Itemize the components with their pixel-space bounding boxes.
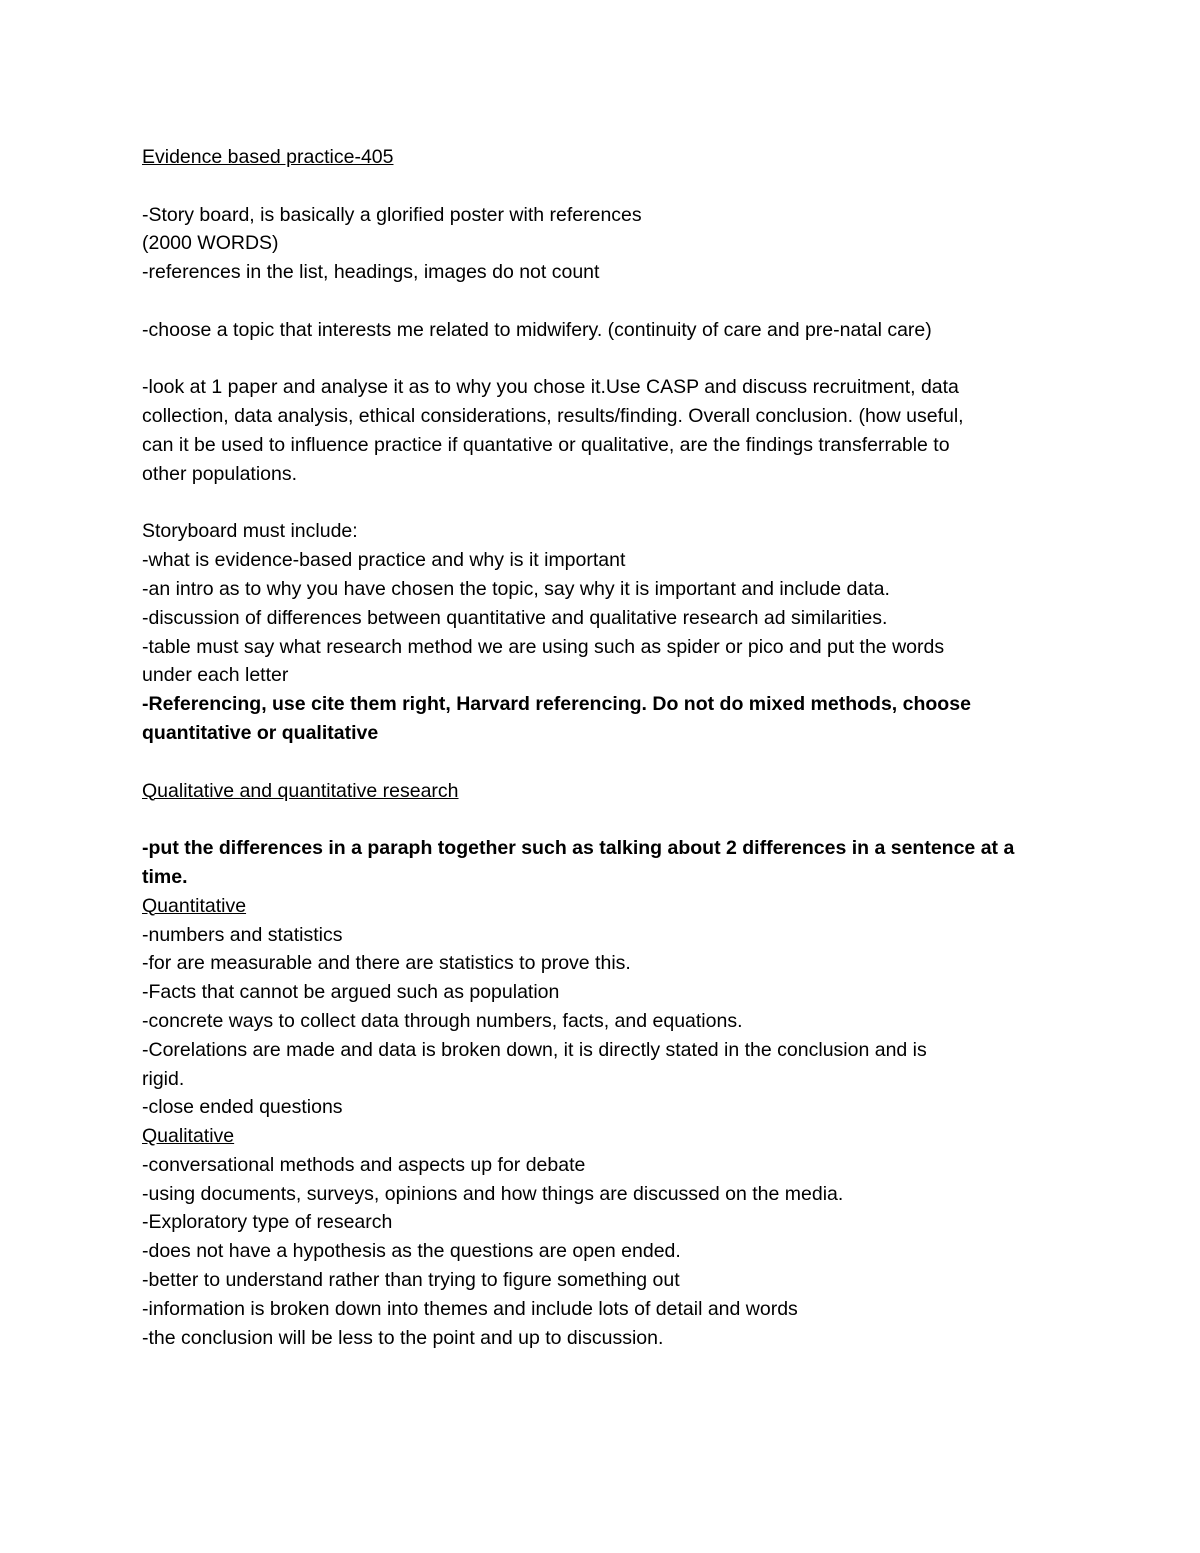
qualitative-heading: Qualitative: [142, 1125, 235, 1148]
quantitative-item: -Facts that cannot be argued such as population: [142, 981, 560, 1004]
spacer: [142, 345, 1072, 374]
spacer: [142, 489, 1072, 518]
topic-line: -choose a topic that interests me related to midwifery. (continuity of care and pre-natal care): [142, 318, 932, 341]
intro-line: -Story board, is basically a glorified poster with references: [142, 203, 642, 226]
storyboard-line: -discussion of differences between quantitative and qualitative research ad similarities.: [142, 606, 888, 629]
storyboard-line: -an intro as to why you have chosen the topic, say why it is important and include data.: [142, 577, 890, 600]
quantitative-item: -close ended questions: [142, 1096, 343, 1119]
spacer: [142, 805, 1072, 834]
research-section-heading: Qualitative and quantitative research: [142, 779, 459, 802]
qualitative-item: -conversational methods and aspects up for debate: [142, 1153, 586, 1176]
storyboard-line: -what is evidence-based practice and why is it important: [142, 549, 626, 572]
intro-line: -references in the list, headings, images do not count: [142, 261, 600, 284]
storyboard-line: -table must say what research method we are using such as spider or pico and put the words: [142, 635, 945, 658]
qualitative-item: -Exploratory type of research: [142, 1211, 393, 1234]
paper-analysis-line: other populations.: [142, 462, 298, 485]
quantitative-item: rigid.: [142, 1067, 185, 1090]
qualitative-item: -better to understand rather than trying to figure something out: [142, 1269, 680, 1292]
spacer: [142, 287, 1072, 316]
paper-analysis-line: -look at 1 paper and analyse it as to why you chose it.Use CASP and discuss recruitment, data: [142, 376, 959, 399]
referencing-note: -Referencing, use cite them right, Harvard referencing. Do not do mixed methods, choose: [142, 693, 971, 716]
document-title: Evidence based practice-405: [142, 146, 394, 168]
qualitative-item: -information is broken down into themes and include lots of detail and words: [142, 1297, 798, 1320]
qualitative-item: -using documents, surveys, opinions and how things are discussed on the media.: [142, 1182, 844, 1205]
spacer: [142, 172, 1072, 201]
storyboard-heading: Storyboard must include:: [142, 520, 358, 543]
qualitative-item: -does not have a hypothesis as the questions are open ended.: [142, 1240, 681, 1263]
qualitative-item: -the conclusion will be less to the point and up to discussion.: [142, 1326, 664, 1349]
document-page: [142, 143, 1072, 1352]
referencing-note: quantitative or qualitative: [142, 721, 379, 744]
differences-note: time.: [142, 865, 188, 888]
paper-analysis-line: collection, data analysis, ethical considerations, results/finding. Overall conclusion. (how useful,: [142, 405, 964, 428]
quantitative-item: -concrete ways to collect data through numbers, facts, and equations.: [142, 1009, 743, 1032]
quantitative-item: -Corelations are made and data is broken down, it is directly stated in the conclusion and is: [142, 1038, 927, 1061]
paper-analysis-line: can it be used to influence practice if quantative or qualitative, are the findings transferrable to: [142, 433, 950, 456]
quantitative-item: -for are measurable and there are statistics to prove this.: [142, 952, 631, 975]
storyboard-line: under each letter: [142, 664, 289, 687]
spacer: [142, 748, 1072, 777]
intro-line: (2000 WORDS): [142, 232, 279, 255]
quantitative-item: -numbers and statistics: [142, 923, 343, 946]
differences-note: -put the differences in a paraph together such as talking about 2 differences in a sentence at a: [142, 837, 1015, 860]
quantitative-heading: Quantitative: [142, 894, 247, 917]
